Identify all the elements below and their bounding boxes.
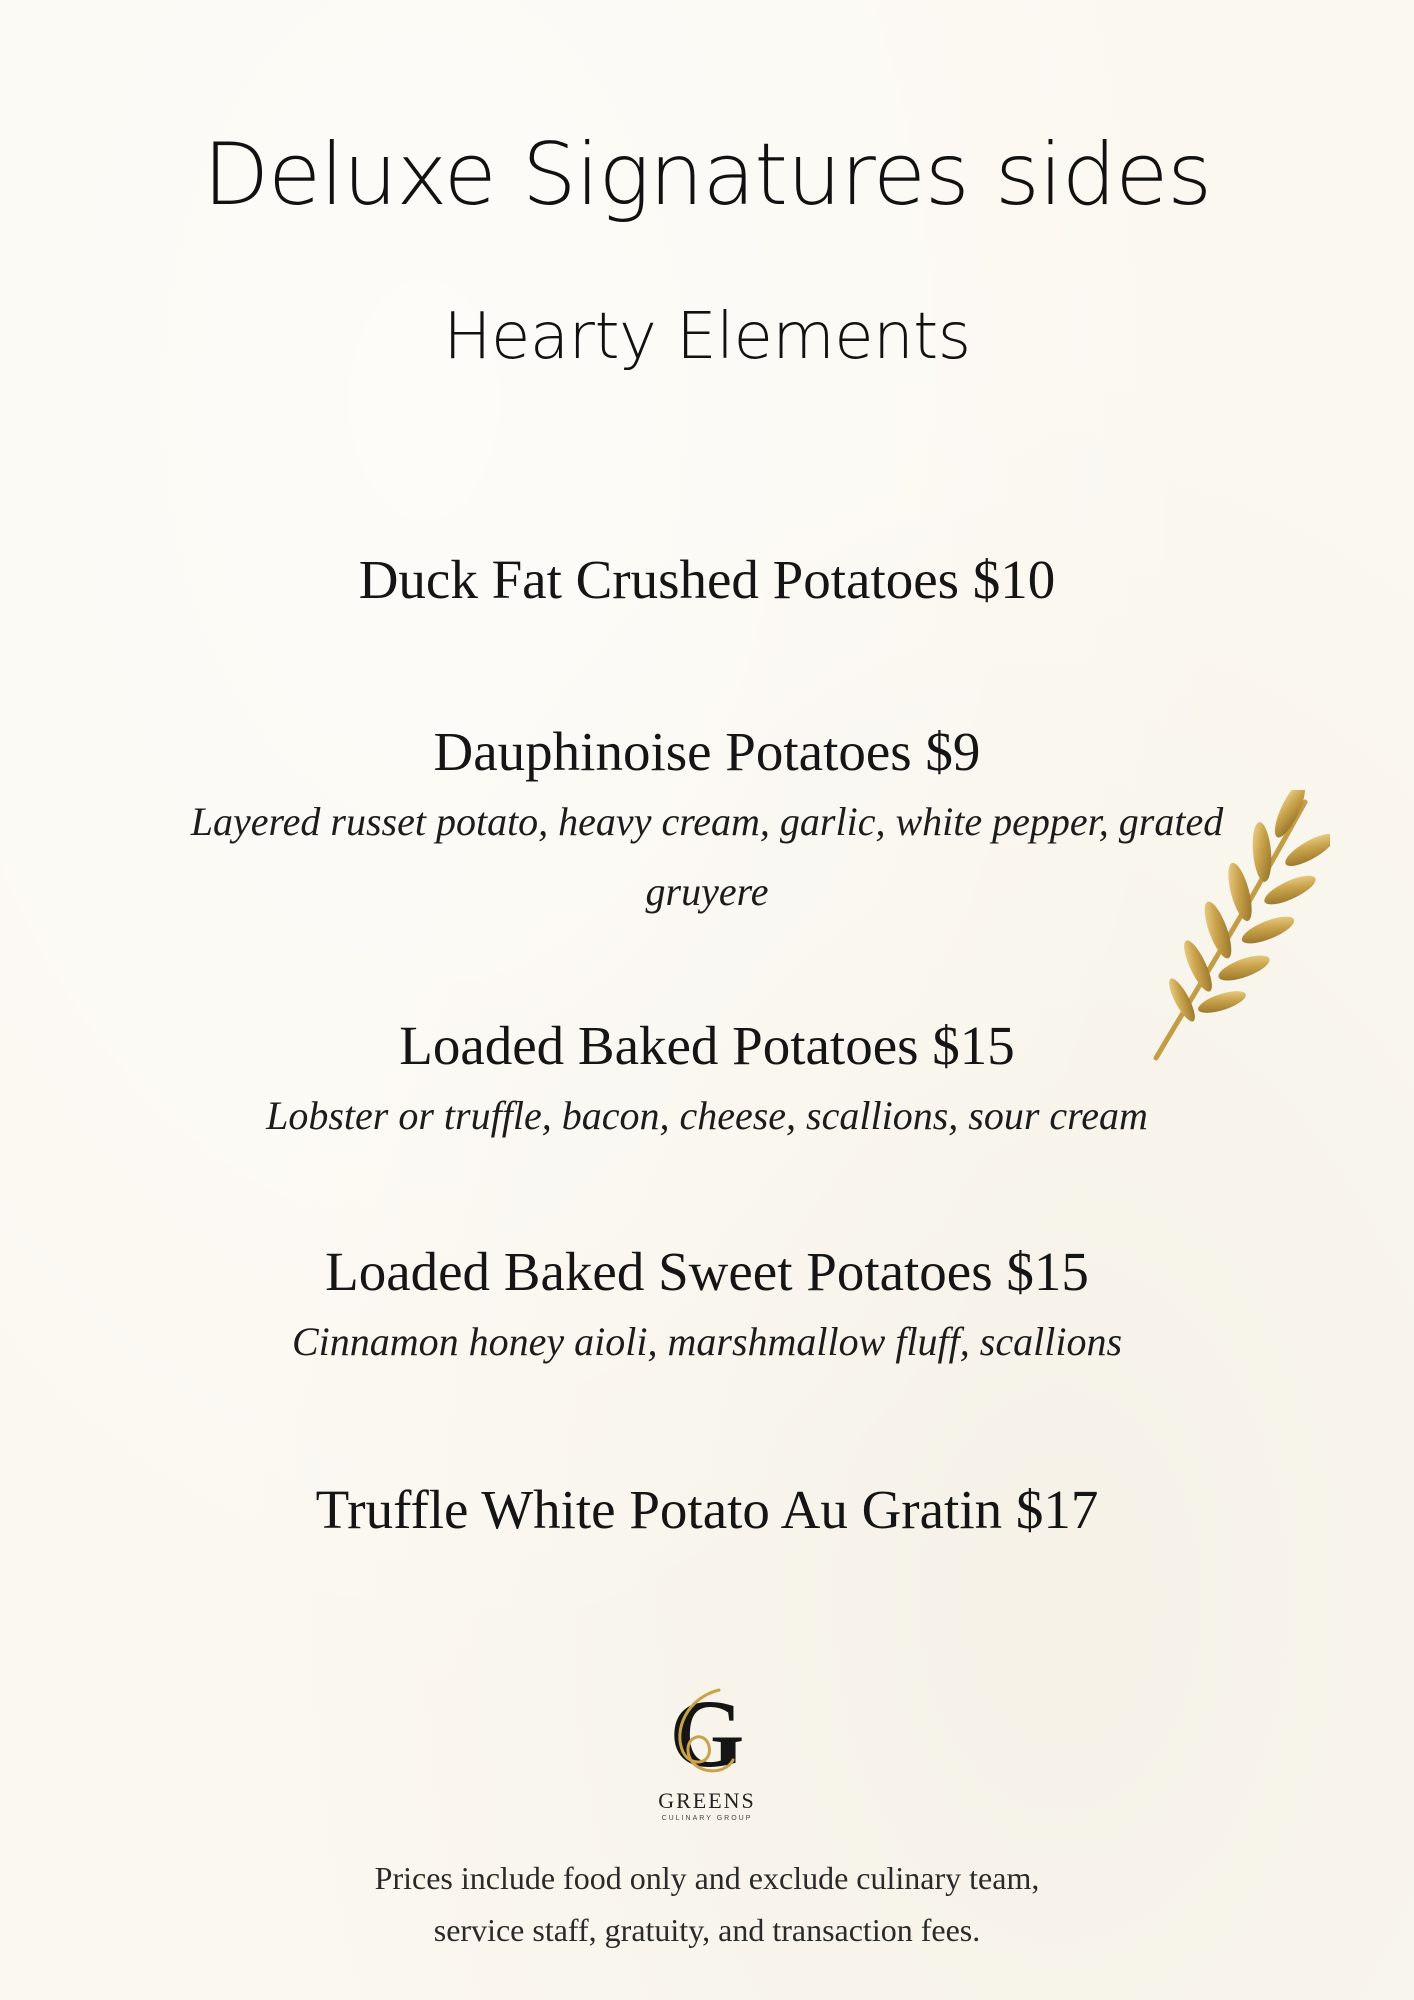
disclaimer-line-2: service staff, gratuity, and transaction fees. <box>433 1912 981 1948</box>
menu-item <box>0 1238 1414 1377</box>
disclaimer-line-1: Prices include food only and exclude culinary team, <box>374 1860 1040 1896</box>
menu-item-name: Duck Fat Crushed Potatoes $10 <box>358 549 1056 610</box>
price-disclaimer <box>0 1852 1414 1956</box>
menu-item-name: Truffle White Potato Au Gratin $17 <box>315 1479 1099 1540</box>
menu-item <box>0 546 1414 615</box>
gold-leaf-branch-icon <box>1140 790 1330 1070</box>
menu-item-name: Dauphinoise Potatoes $9 <box>433 721 981 782</box>
menu-item-description: Cinnamon honey aioli, marshmallow fluff, scallions <box>291 1318 1123 1364</box>
menu-item <box>0 1476 1414 1545</box>
greens-logo <box>617 1680 797 1830</box>
menu-item-name: Loaded Baked Sweet Potatoes $15 <box>325 1241 1089 1302</box>
logo-name: GREENS <box>658 1788 756 1813</box>
menu-title: Deluxe Signatures sides <box>202 125 1212 225</box>
svg-text:G: G <box>669 1680 745 1785</box>
logo-tagline: CULINARY GROUP <box>661 1815 753 1822</box>
menu-item-description: Layered russet potato, heavy cream, garlic, white pepper, grated gruyere <box>190 798 1224 914</box>
greens-monogram-logo <box>617 1680 797 1785</box>
menu-item-description: Lobster or truffle, bacon, cheese, scallions, sour cream <box>266 1092 1148 1138</box>
menu-subtitle: Hearty Elements <box>443 300 971 374</box>
menu-item-name: Loaded Baked Potatoes $15 <box>399 1015 1015 1076</box>
